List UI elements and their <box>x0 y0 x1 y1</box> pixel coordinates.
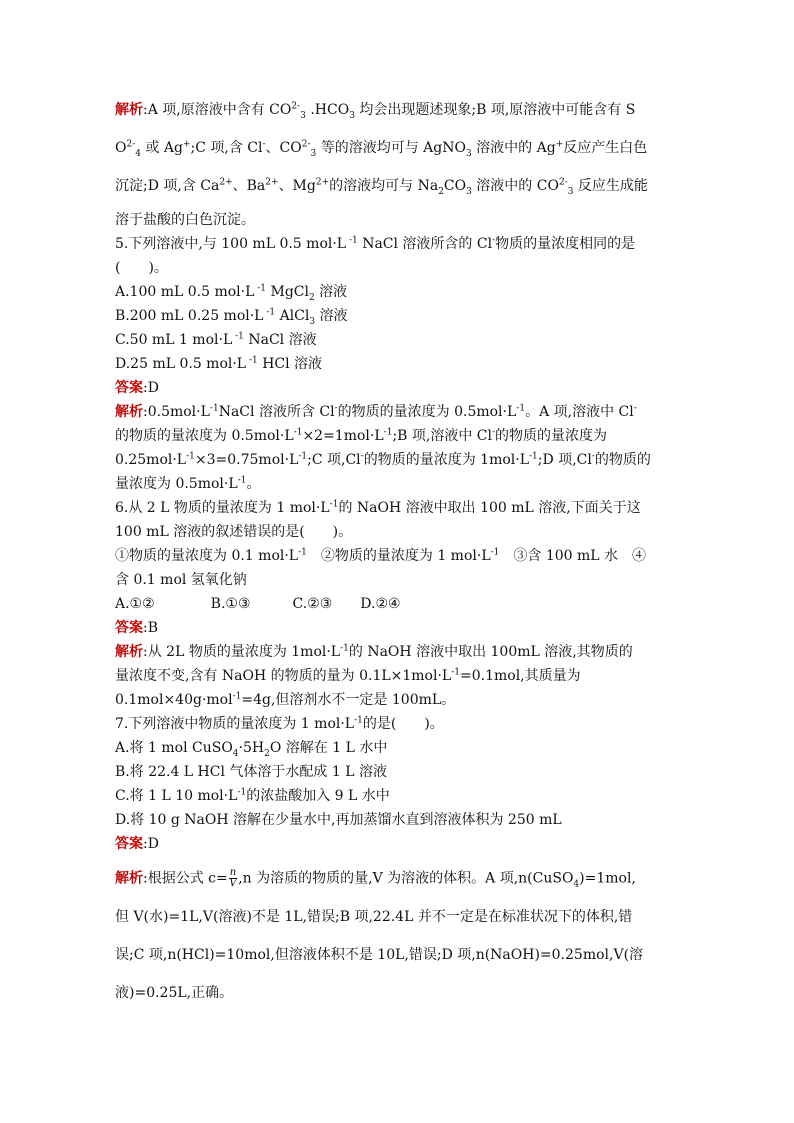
q7-option-d: D.将 10 g NaOH 溶解在少量水中,再加蒸馏水直到溶液体积为 250 mL <box>115 812 562 828</box>
q7-analysis-line-4: 液)=0.25L,正确。 <box>115 985 234 1001</box>
q5-analysis-line-4: 量浓度为 $0.5mol\cdot L^{-1}$。 <box>115 475 261 492</box>
analysis-label: 解析 <box>115 644 143 660</box>
q5-stem-2: ( )。 <box>115 260 168 276</box>
answer-label: 答案 <box>115 380 143 396</box>
q4-analysis-line-1: 解析:A 项,原溶液中含有 $CO^{2-}_3$ $.HCO_3$ 均会出现题述现象;B 项,原溶液中可能含有 S <box>115 101 636 121</box>
q5-option-d: D.25 mL 0.5 mol·L $^{-1}$ HCl 溶液 <box>115 355 323 372</box>
analysis-label: 解析 <box>115 102 143 118</box>
q7-stem: 7.下列溶液中物质的量浓度为 1 $mol\cdot L^{-1}$的是( )。 <box>115 715 444 732</box>
q7-analysis-line-2: 但 V(水)=1L,V(溶液)不是 1L,错误;B 项,22.4L 并不一定是在标准状况下的体积,错 <box>115 909 633 925</box>
q4-analysis-line-4: 溶于盐酸的白色沉淀。 <box>115 212 255 228</box>
q4-analysis-line-3: 沉淀;D 项,含 $Ca^{2+}$、$Ba^{2+}$、$Mg^{2+}$的溶液均可与 $Na_2CO_3$ 溶液中的 $CO^{2-}_3$ 反应生成能 <box>115 177 648 197</box>
q6-analysis-line-3: 0.1mol×40g·mol$^{-1}$=4g,但溶剂水不一定是 100mL。 <box>115 691 456 708</box>
analysis-label: 解析 <box>115 870 143 887</box>
q5-stem: 5.下列溶液中,与 100 mL 0.5 mol·L $^{-1}$ NaCl 溶液所含的 Cl-物质的量浓度相同的是 <box>115 235 636 252</box>
q7-option-c: C.将 1 L 10 $mol\cdot L^{-1}$的浓盐酸加入 9 L 水中 <box>115 787 390 804</box>
q7-option-b: B.将 22.4 L HCl 气体溶于水配成 1 L 溶液 <box>115 764 387 780</box>
answer-label: 答案 <box>115 836 143 852</box>
q6-choices: A.①② B.①③ C.②③ D.②④ <box>115 596 401 612</box>
q6-stem: 6.从 2 L 物质的量浓度为 1 $mol\cdot L^{-1}$的 NaOH 溶液中取出 100 mL 溶液,下面关于这 <box>115 499 641 516</box>
q6-analysis-line-1: 解析:从 2L 物质的量浓度为 $1mol\cdot L^{-1}$的 NaOH 溶液中取出 100mL 溶液,其物质的 <box>115 643 633 660</box>
q5-answer: 答案:D <box>115 380 159 396</box>
q7-analysis-line-1: 解析:根据公式 c= $\frac{n}{V}$ ,n 为溶质的物质的量,V 为溶液的体积。A 项,n(CuSO$_4$)=1mol, <box>115 867 636 890</box>
answer-label: 答案 <box>115 620 143 636</box>
q6-analysis-line-2: 量浓度不变,含有 NaOH 的物质的量为 $0.1L\times 1mol\cdot L^{-1}=0.1mol$,其质量为 <box>115 667 581 684</box>
q6-options: ①物质的量浓度为 0.1 $mol\cdot L^{-1}$ ②物质的量浓度为 1 $mol\cdot L^{-1}$ ③含 100 mL 水 ④ <box>115 547 647 564</box>
q5-analysis-line-2: 的物质的量浓度为 $0.5mol\cdot L^{-1}\times 2=1mol\cdot L^{-1};B$ 项,溶液中 Cl-的物质的量浓度为 <box>115 427 608 444</box>
q6-options-2: 含 0.1 mol 氢氧化钠 <box>115 572 247 588</box>
fraction-n-over-v: $\frac{n}{V}$ <box>229 867 237 889</box>
q7-analysis-line-3: 误;C 项,n(HCl)=10mol,但溶液体积不是 10L,错误;D 项,n(NaOH)=0.25mol,V(溶 <box>115 947 644 963</box>
q4-analysis-line-2: $O^{2-}_4$ 或 Ag+;C 项,含 Cl-、$CO^{2-}_3$ 等的溶液均可与 AgNO$_3$ 溶液中的 Ag+反应产生白色 <box>115 139 648 159</box>
q5-option-a: A.100 mL 0.5 mol·L $^{-1}$ MgCl$_2$ 溶液 <box>115 283 348 303</box>
analysis-label: 解析 <box>115 404 143 420</box>
q5-analysis-line-3: $0.25mol\cdot L^{-1}\times 3=0.75mol\cdot L^{-1};C$ 项,Cl-的物质的量浓度为 $1mol\cdot L^{-1};D$ 项,Cl-的物质的 <box>115 451 651 468</box>
q5-analysis-line-1: 解析$:0.5mol\cdot L^{-1}NaCl$ 溶液所含 Cl-的物质的量浓度为 $0.5mol\cdot L^{-1}$。A 项,溶液中 Cl- <box>115 403 637 420</box>
q5-option-c: C.50 mL 1 mol·L $^{-1}$ NaCl 溶液 <box>115 331 317 348</box>
q5-option-b: B.200 mL 0.25 mol·L $^{-1}$ AlCl$_3$ 溶液 <box>115 307 348 327</box>
q7-option-a: A.将 1 mol $CuSO_4\cdot 5H_2O$ 溶解在 1 L 水中 <box>115 740 388 759</box>
q6-stem-2: 100 mL 溶液的叙述错误的是( )。 <box>115 524 353 540</box>
q7-answer: 答案:D <box>115 836 159 852</box>
q6-answer: 答案:B <box>115 620 159 636</box>
document-page <box>115 100 680 1003</box>
